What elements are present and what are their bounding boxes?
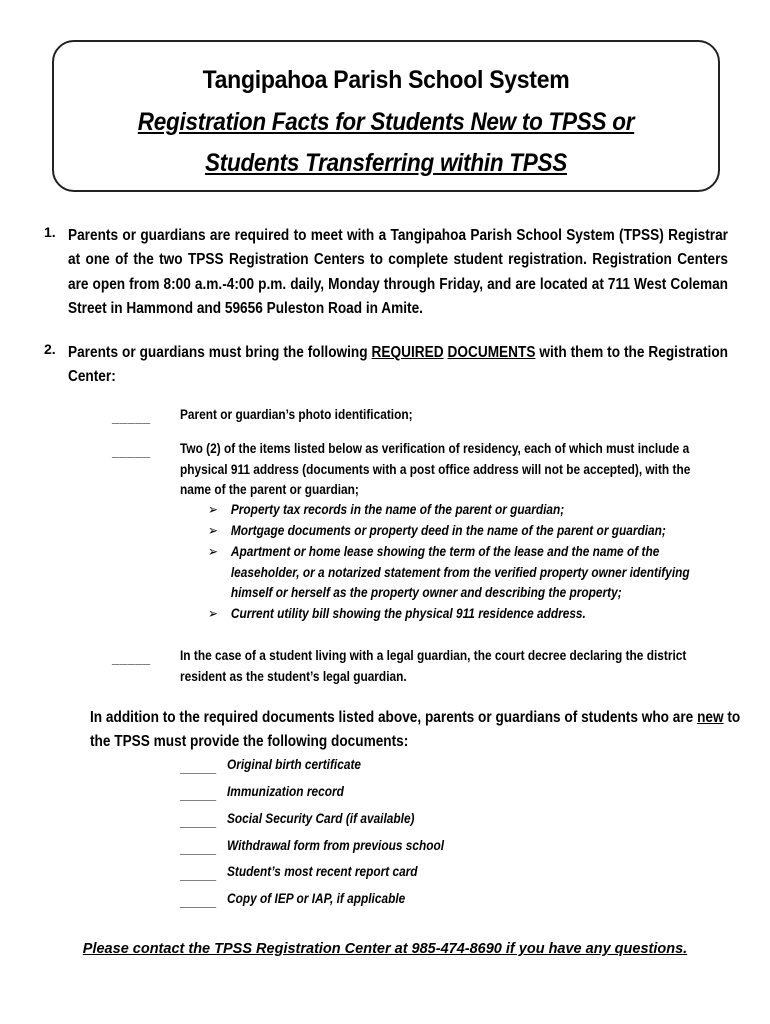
checkbox-line-ssn[interactable]: _____ [180, 814, 217, 829]
arrow-bullet-icon: ➢ [208, 502, 218, 517]
checkbox-line-iep[interactable]: _____ [180, 894, 217, 909]
checkbox-line-birth-cert[interactable]: _____ [180, 760, 217, 775]
doc-iep-iap: Copy of IEP or IAP, if applicable [227, 891, 406, 906]
bullet-property-tax: ➢ Property tax records in the name of the parent or guardian; [208, 500, 701, 521]
bullet-lease: ➢ Apartment or home lease showing the term of the lease and the name of the leaseholder, or a notarized statement from the verified property owner identifying himself or herself as the property owner and describing the property; [208, 544, 690, 600]
contact-footer: Please contact the TPSS Registration Center at 985-474-8690 if you have any questions. [82, 941, 688, 957]
checkbox-line-guardian[interactable]: _____ [112, 651, 151, 666]
checkbox-line-photo-id[interactable]: _____ [112, 410, 151, 425]
req-guardian: In the case of a student living with a legal guardian, the court decree declaring the district resident as the student’s legal guardian. [180, 648, 687, 684]
item-2 [44, 341, 727, 390]
arrow-bullet-icon: ➢ [208, 544, 218, 559]
arrow-bullet-icon: ➢ [208, 523, 218, 538]
arrow-bullet-icon: ➢ [208, 606, 218, 621]
req-photo-id: Parent or guardian’s photo identification; [180, 407, 413, 422]
required-label: REQUIRED [371, 344, 444, 361]
document-title-line-1: Registration Facts for Students New to TPSS or [137, 108, 635, 136]
documents-label: DOCUMENTS [447, 344, 536, 361]
checkbox-line-immunization[interactable]: _____ [180, 787, 217, 802]
document-title-line-2: Students Transferring within TPSS [205, 149, 567, 177]
item-1-text: Parents or guardians are required to meet with a Tangipahoa Parish School System (TPSS) Registrar at one of the two TPSS Registration Centers to complete student registration. Registration Centers are open from 8:00 a.m.-4:00 p.m. daily, Monday through Friday, and are located at 711 West Coleman Street in Hammond and 59656 Puleston Road in Amite. [68, 227, 728, 317]
new-label: new [697, 709, 724, 726]
item-2-number: 2. [44, 341, 56, 357]
checkbox-line-residency[interactable]: _____ [112, 444, 151, 459]
checkbox-line-withdrawal[interactable]: _____ [180, 841, 217, 856]
req-residency: Two (2) of the items listed below as verification of residency, each of which must include a physical 911 address (documents with a post office address will not be accepted), with the name of the parent or guardian; [180, 441, 691, 497]
doc-withdrawal: Withdrawal form from previous school [227, 838, 445, 853]
item-2-text: Parents or guardians must bring the following REQUIRED DOCUMENTS with them to the Registration Center: [68, 344, 728, 386]
doc-immunization: Immunization record [227, 784, 344, 799]
bullet-mortgage: ➢ Mortgage documents or property deed in the name of the parent or guardian; [208, 521, 701, 542]
title-box [52, 40, 720, 192]
doc-report-card: Student’s most recent report card [227, 864, 418, 879]
bullet-utility: ➢ Current utility bill showing the physical 911 residence address. [208, 604, 701, 625]
school-system-title: Tangipahoa Parish School System [202, 66, 570, 94]
additional-intro: In addition to the required documents listed above, parents or guardians of students who are new to the TPSS must provide the following documents: [90, 709, 741, 750]
doc-social-security: Social Security Card (if available) [227, 811, 415, 826]
checkbox-line-report-card[interactable]: _____ [180, 867, 217, 882]
doc-birth-certificate: Original birth certificate [227, 757, 362, 772]
item-1 [44, 224, 727, 321]
item-1-number: 1. [44, 224, 56, 240]
